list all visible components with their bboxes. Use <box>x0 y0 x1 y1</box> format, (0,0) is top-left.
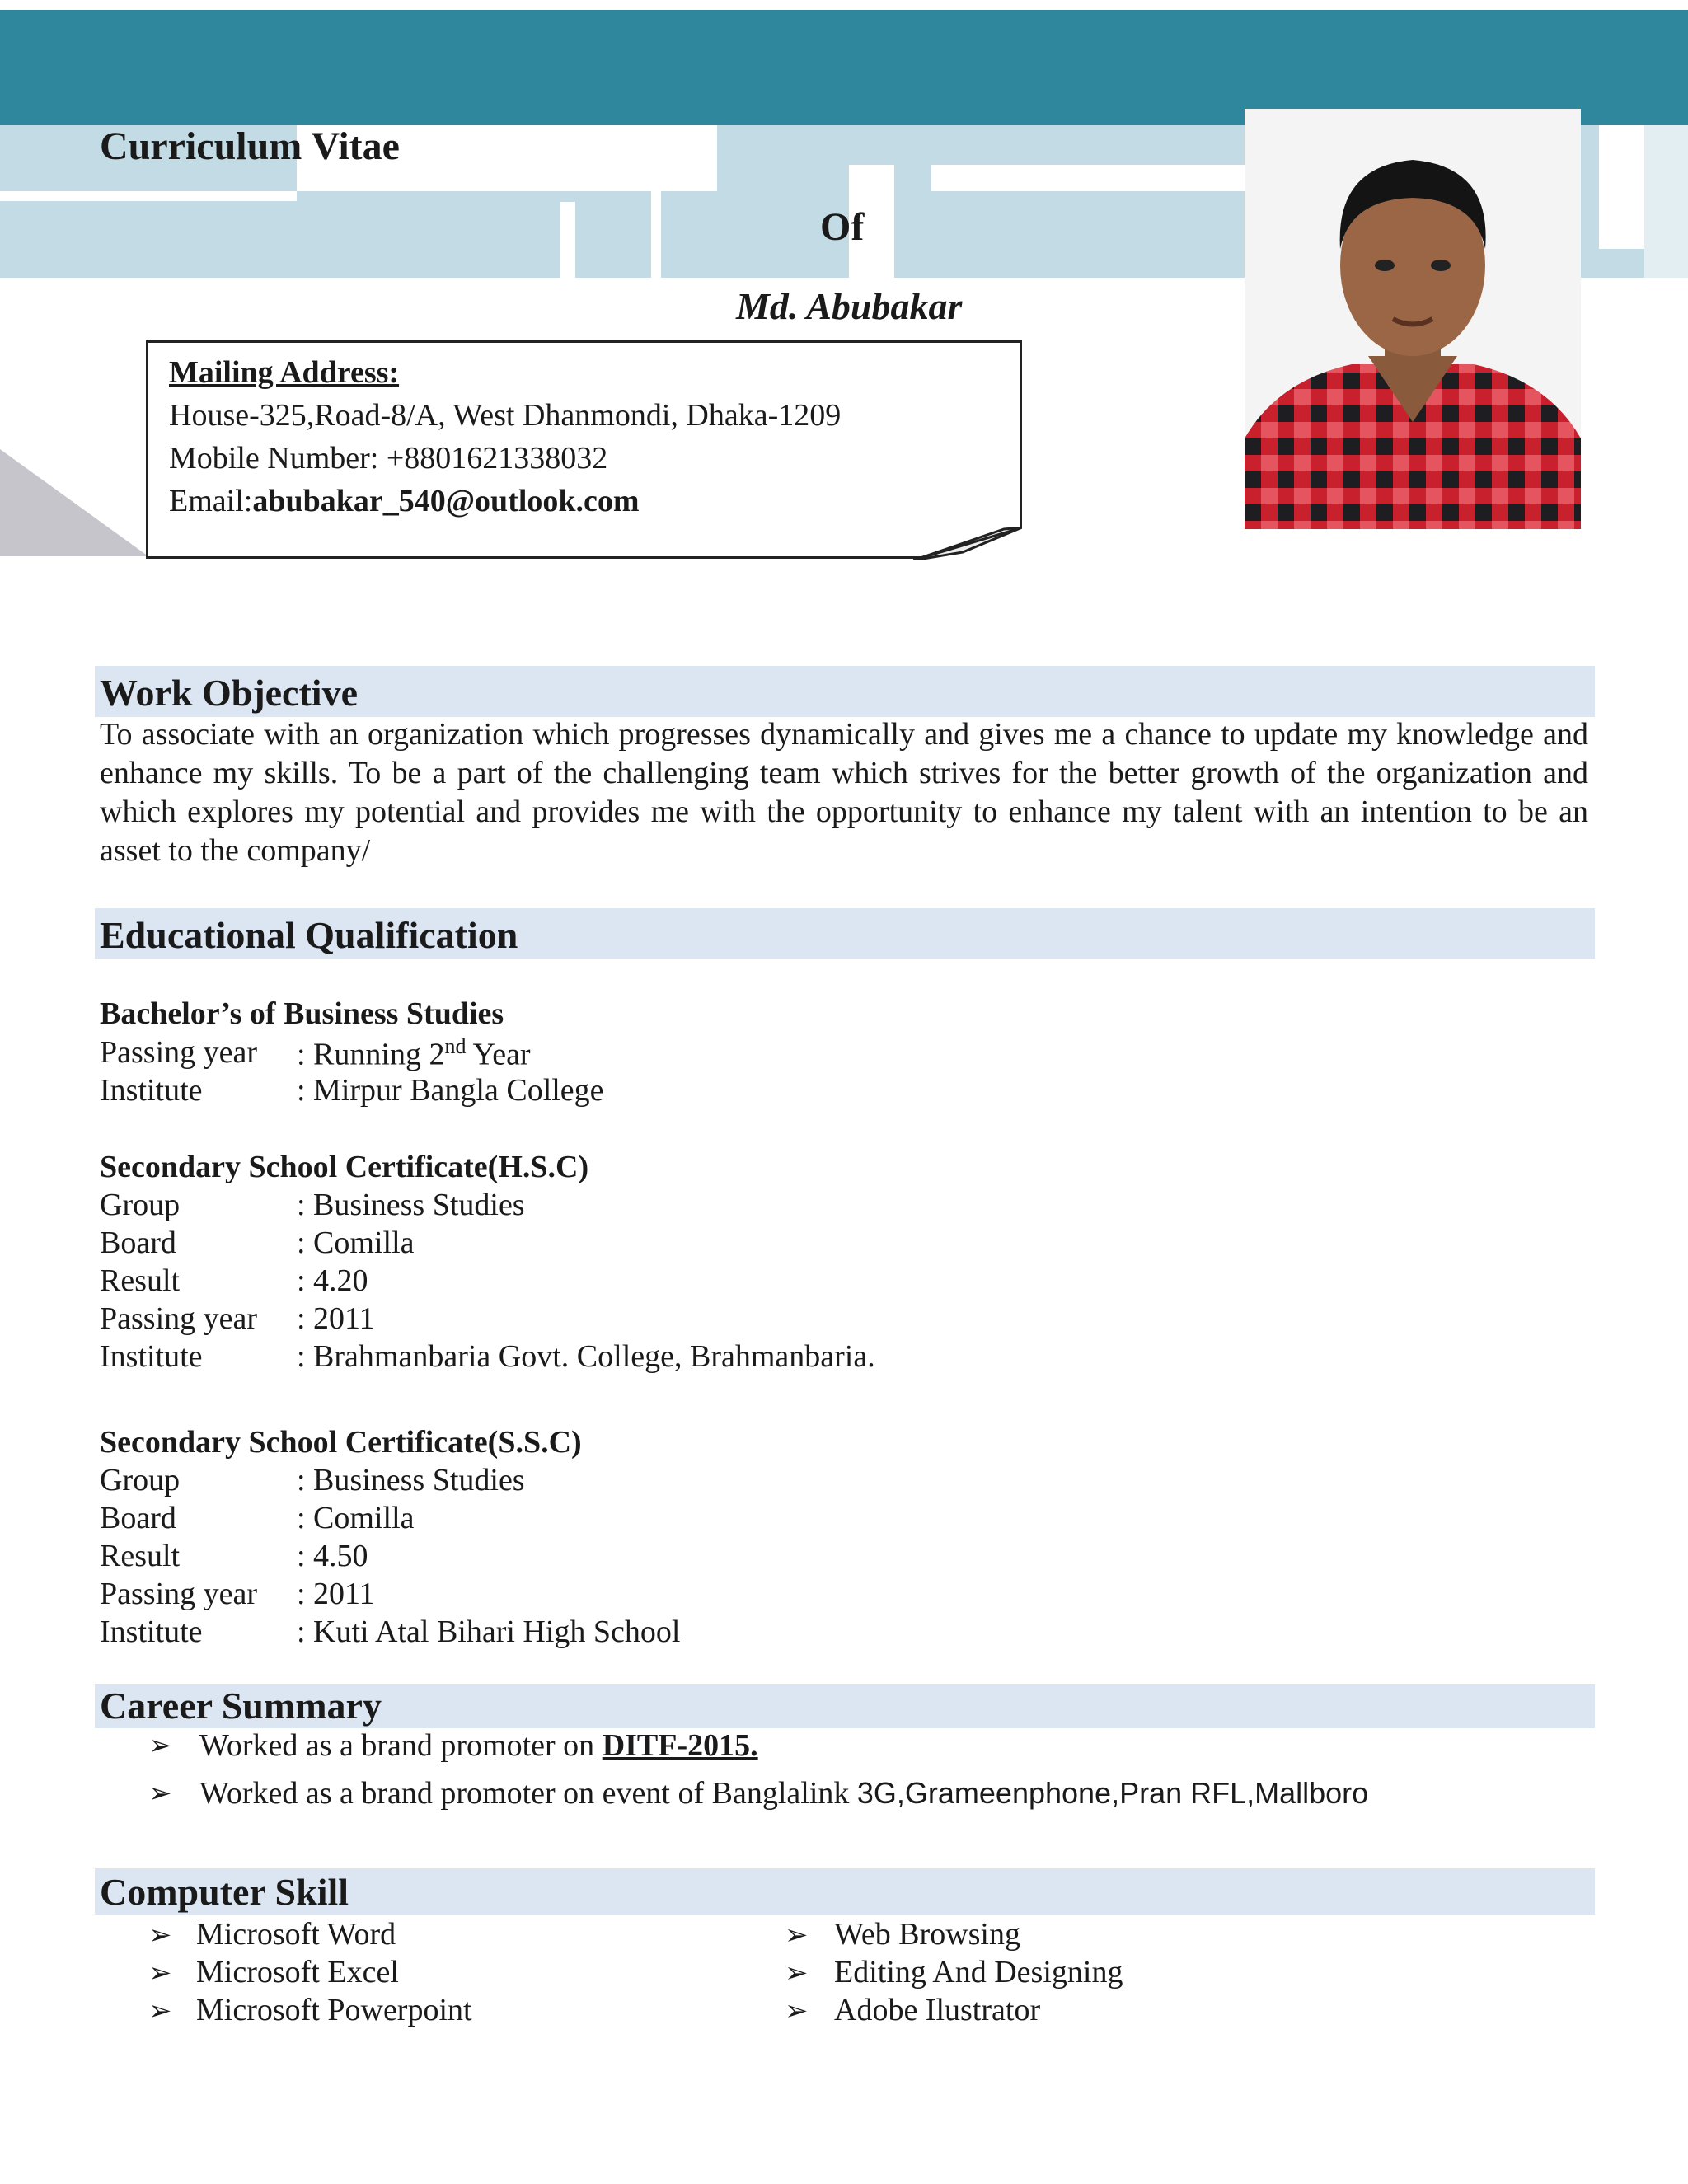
bullet-arrow-icon: ➢ <box>785 1920 809 1951</box>
hsc-row-value: : Business Studies <box>297 1188 525 1222</box>
career-item-brands: 3G,Grameenphone,Pran RFL,Mallboro <box>856 1776 1369 1810</box>
work-objective-text: To associate with an organization which progresses dynamically and gives me a chance to update my knowledge and enhance my skills. To be a part of the challenging team which strives for the better growth of the organization and which explores my potential and provides me with the opportunity to enhance my talent with an intention to be an asset to the company/ <box>100 717 1588 868</box>
skill-item: Adobe Ilustrator <box>834 1993 1041 2027</box>
ssc-row-label: Passing year <box>100 1577 258 1611</box>
bullet-arrow-icon: ➢ <box>148 1731 172 1761</box>
hsc-row-value: : 2011 <box>297 1301 375 1336</box>
skill-item: Microsoft Word <box>196 1917 396 1952</box>
ssc-row-label: Group <box>100 1463 181 1497</box>
bbs-institute-value: : Mirpur Bangla College <box>297 1073 604 1108</box>
section-computer-skill <box>95 1868 1595 1915</box>
bbs-passing-sup: nd <box>444 1034 467 1058</box>
section-work-objective <box>95 666 1595 717</box>
career-item-text: Worked as a brand promoter on event of Banglalink <box>199 1776 857 1811</box>
mailing-address-box <box>146 340 1022 559</box>
profile-photo <box>1245 109 1581 529</box>
hsc-row-label: Result <box>100 1263 181 1298</box>
career-item <box>199 1775 1368 1811</box>
bbs-passing-value <box>297 1034 531 1073</box>
cv-of: Of <box>820 205 865 249</box>
bullet-arrow-icon: ➢ <box>148 1996 172 2027</box>
career-item-highlight: DITF-2015. <box>602 1728 758 1763</box>
hsc-row-label: Board <box>100 1226 176 1260</box>
header-decor <box>651 125 661 278</box>
work-objective-heading: Work Objective <box>100 672 358 714</box>
hsc-row-label: Institute <box>100 1339 203 1374</box>
ssc-row-value: : Business Studies <box>297 1463 525 1497</box>
ssc-title: Secondary School Certificate(S.S.C) <box>100 1425 582 1460</box>
header-decor <box>1599 125 1648 249</box>
bbs-institute-label: Institute <box>100 1073 203 1108</box>
bullet-arrow-icon: ➢ <box>148 1779 172 1809</box>
candidate-name: Md. Abubakar <box>736 285 963 327</box>
education-heading: Educational Qualification <box>100 914 518 956</box>
ssc-row-label: Result <box>100 1539 181 1573</box>
bullet-arrow-icon: ➢ <box>148 1920 172 1951</box>
computer-heading: Computer Skill <box>100 1871 349 1913</box>
corner-shadow <box>0 449 148 556</box>
bbs-title: Bachelor’s of Business Studies <box>100 996 504 1031</box>
section-education <box>95 908 1595 959</box>
email-label: Email: <box>169 484 253 518</box>
cv-title: Curriculum Vitae <box>100 124 400 168</box>
bullet-arrow-icon: ➢ <box>148 1958 172 1989</box>
header-decor <box>931 165 1245 191</box>
ssc-row-label: Board <box>100 1501 176 1535</box>
skill-item: Microsoft Powerpoint <box>196 1993 472 2027</box>
skill-item: Web Browsing <box>834 1917 1020 1952</box>
bbs-passing-post: Year <box>466 1037 531 1072</box>
hsc-title: Secondary School Certificate(H.S.C) <box>100 1150 589 1184</box>
mailing-address: House-325,Road-8/A, West Dhanmondi, Dhaka-1209 <box>169 398 842 433</box>
ssc-row-value: : 2011 <box>297 1577 375 1611</box>
mobile-number: Mobile Number: +8801621338032 <box>169 441 608 476</box>
skill-item: Microsoft Excel <box>196 1955 399 1990</box>
header-decor <box>1644 125 1688 278</box>
email-line <box>169 483 640 519</box>
hsc-row-label: Group <box>100 1188 181 1222</box>
section-career <box>95 1684 1595 1728</box>
skill-item: Editing And Designing <box>834 1955 1123 1990</box>
hsc-row-label: Passing year <box>100 1301 258 1336</box>
portrait-icon <box>1245 109 1581 529</box>
header-decor <box>651 125 717 191</box>
hsc-row-value: : Brahmanbaria Govt. College, Brahmanbaria. <box>297 1339 875 1374</box>
hsc-row-value: : 4.20 <box>297 1263 368 1298</box>
mailing-heading: Mailing Address: <box>169 355 400 390</box>
header-decor <box>0 191 297 201</box>
ssc-row-value: : 4.50 <box>297 1539 368 1573</box>
email-value: abubakar_540@outlook.com <box>252 484 640 518</box>
header-band <box>0 10 1688 125</box>
bbs-passing-pre: : Running 2 <box>297 1037 445 1072</box>
page-curl-icon <box>913 527 1022 560</box>
header-decor <box>560 202 575 278</box>
career-item-text: Worked as a brand promoter on <box>199 1728 603 1763</box>
ssc-row-label: Institute <box>100 1615 203 1649</box>
bullet-arrow-icon: ➢ <box>785 1996 809 2027</box>
ssc-row-value: : Comilla <box>297 1501 415 1535</box>
career-heading: Career Summary <box>100 1685 382 1727</box>
ssc-row-value: : Kuti Atal Bihari High School <box>297 1615 681 1649</box>
hsc-row-value: : Comilla <box>297 1226 415 1260</box>
bullet-arrow-icon: ➢ <box>785 1958 809 1989</box>
bbs-passing-label: Passing year <box>100 1035 258 1070</box>
career-item <box>199 1727 758 1764</box>
